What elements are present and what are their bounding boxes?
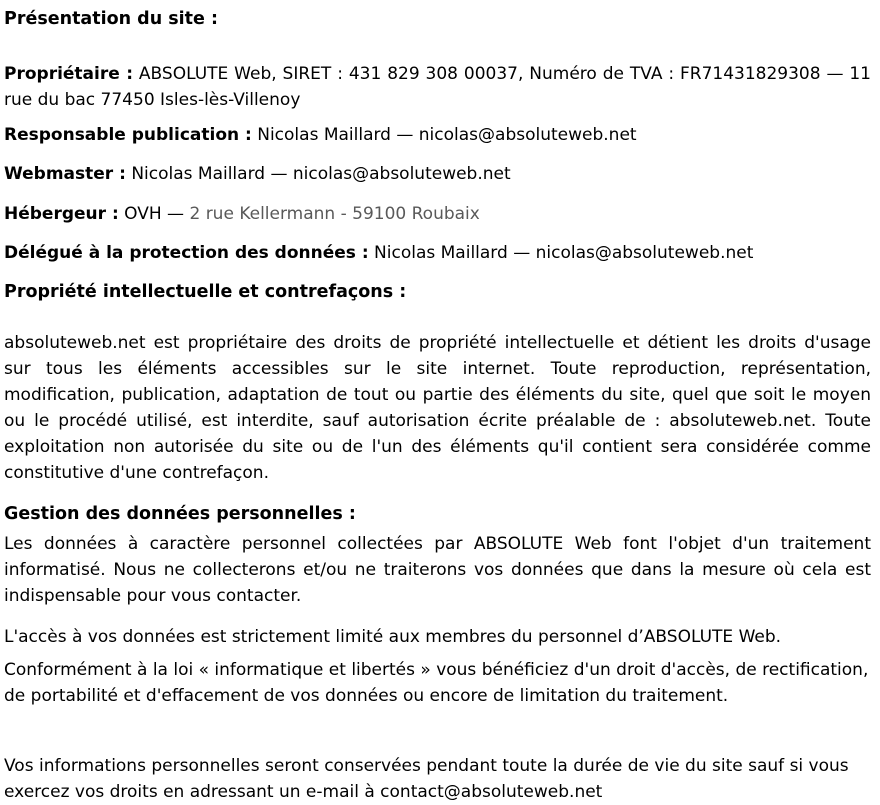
personal-data-rights-paragraph: Conformément à la loi « informatique et libertés » vous bénéficiez d'un droit d'accès, de rectification, de portabilité et d'effacement de vos données ou encore de limitation du traitement. <box>4 660 869 706</box>
dpo-label: Délégué à la protection des données : <box>4 243 369 263</box>
dpo-value: Nicolas Maillard — nicolas@absoluteweb.net <box>374 243 754 263</box>
publication-manager-value: Nicolas Maillard — nicolas@absoluteweb.net <box>257 125 637 145</box>
heading-site-presentation: Présentation du site : <box>4 9 218 29</box>
heading-personal-data: Gestion des données personnelles : <box>4 504 356 524</box>
webmaster-value: Nicolas Maillard — nicolas@absoluteweb.net <box>131 164 511 184</box>
owner-label: Propriétaire : <box>4 64 133 84</box>
host-line <box>4 201 871 227</box>
personal-data-collection-paragraph: Les données à caractère personnel collectées par ABSOLUTE Web font l'objet d'un traitement informatisé. Nous ne collecterons et/ou ne traiterons vos données que dans la mesure où cela est indispensable pour vous contacter. <box>4 534 871 606</box>
owner-line <box>4 61 871 113</box>
host-label: Hébergeur : <box>4 204 119 224</box>
publication-manager-line <box>4 122 871 148</box>
dpo-line <box>4 240 871 266</box>
intellectual-property-paragraph: absoluteweb.net est propriétaire des droits de propriété intellectuelle et détient les droits d'usage sur tous les éléments accessibles sur le site internet. Toute reproduction, représentation, modification, publication, adaptation de tout ou partie des éléments du site, quel que soit le moyen ou le procédé utilisé, est interdite, sauf autorisation écrite préalable de : absoluteweb.net. Toute exploitation non autorisée du site ou de l'un des éléments qu'il contient sera considérée comme constitutive d'une contrefaçon. <box>4 333 871 483</box>
publication-manager-label: Responsable publication : <box>4 125 252 145</box>
personal-data-access-paragraph: L'accès à vos données est strictement limité aux membres du personnel d’ABSOLUTE Web. <box>4 627 782 647</box>
legal-content <box>4 6 871 805</box>
owner-value: ABSOLUTE Web, SIRET : 431 829 308 00037, Numéro de TVA : FR71431829308 — 11 rue du bac 77450 Isles-lès-Villenoy <box>4 64 871 110</box>
host-name: OVH — <box>124 204 185 224</box>
personal-data-retention-paragraph: Vos informations personnelles seront conservées pendant toute la durée de vie du site sauf si vous exercez vos droits en adressant un e-mail à contact@absoluteweb.net <box>4 756 849 802</box>
webmaster-label: Webmaster : <box>4 164 126 184</box>
heading-intellectual-property: Propriété intellectuelle et contrefaçons : <box>4 282 407 302</box>
host-address: 2 rue Kellermann - 59100 Roubaix <box>189 204 480 224</box>
webmaster-line <box>4 161 871 187</box>
